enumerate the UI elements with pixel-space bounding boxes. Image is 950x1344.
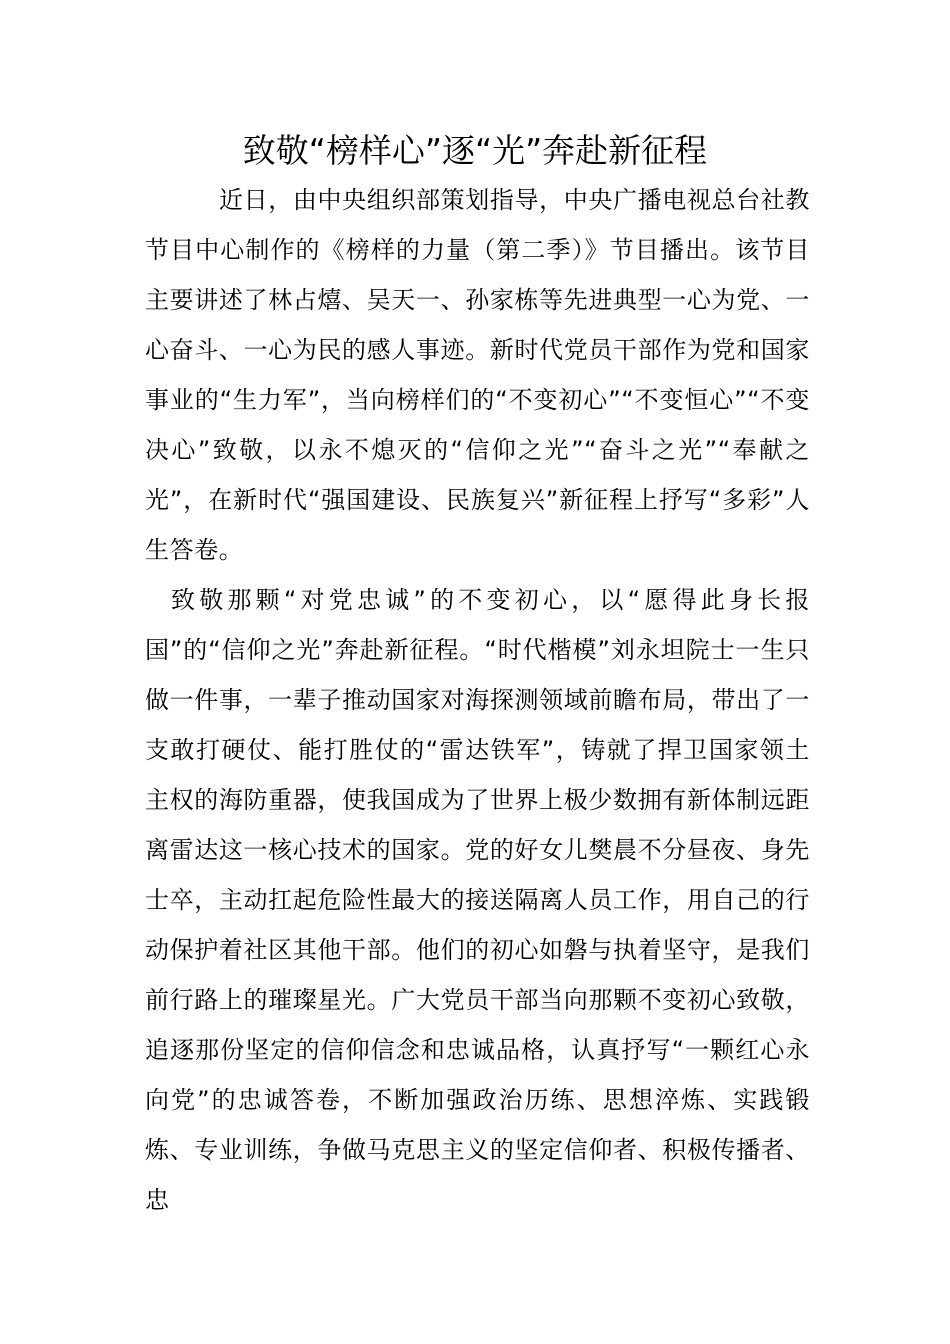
document-title: 致敬“榜样心”逐“光”奔赴新征程	[242, 131, 708, 170]
paragraph-initial-heart: 致敬那颗“对党忠诚”的不变初心，以“愿得此身长报国”的“信仰之光”奔赴新征程。“时代楷模”刘永坦院士一生只做一件事，一辈子推动国家对海探测领域前瞻布局，带出了一支敢打硬仗、能打胜仗的“雷达铁军”，铸就了捍卫国家领土主权的海防重器，使我国成为了世界上极少数拥有新体制远距离雷达这一核心技术的国家。党的好女儿樊晨不分昼夜、身先士卒，主动扛起危险性最大的接送隔离人员工作，用自己的行动保护着社区其他干部。他们的初心如磐与执着坚守，是我们前行路上的璀璨星光。广大党员干部当向那颗不变初心致敬，追逐那份坚定的信仰信念和忠诚品格，认真抒写“一颗红心永向党”的忠诚答卷，不断加强政治历练、思想淬炼、实践锻炼、专业训练，争做马克思主义的坚定信仰者、积极传播者、忠	[145, 586, 810, 1214]
paragraph-intro: 近日，由中央组织部策划指导，中央广播电视总台社教节目中心制作的《榜样的力量（第二季）》节目播出。该节目主要讲述了林占熺、吴天一、孙家栋等先进典型一心为党、一心奋斗、一心为民的感人事迹。新时代党员干部作为党和国家事业的“生力军”，当向榜样们的“不变初心”“不变恒心”“不变决心”致敬，以永不熄灭的“信仰之光”“奋斗之光”“奉献之光”，在新时代“强国建设、民族复兴”新征程上抒写“多彩”人生答卷。	[145, 186, 810, 564]
